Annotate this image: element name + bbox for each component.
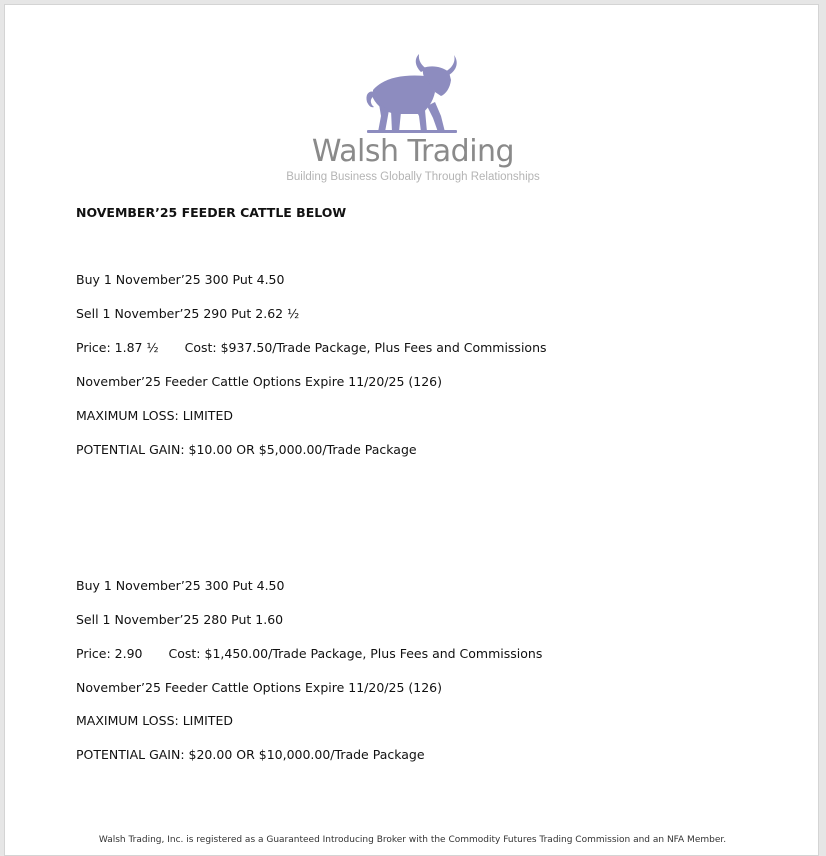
bull-icon	[275, 50, 551, 134]
trade-2-expiry: November’25 Feeder Cattle Options Expire 11/20/25 (126)	[76, 680, 442, 695]
trade-2-max-loss: MAXIMUM LOSS: LIMITED	[76, 713, 233, 728]
trade-1-price: Price: 1.87 ½	[76, 340, 159, 355]
section-heading: NOVEMBER’25 FEEDER CATTLE BELOW	[76, 205, 347, 220]
regulatory-footer: Walsh Trading, Inc. is registered as a Guaranteed Introducing Broker with the Commodity Futures Trading Commission and an NFA Member.	[98, 835, 727, 845]
document-page	[4, 4, 819, 856]
trade-1-max-loss: MAXIMUM LOSS: LIMITED	[76, 408, 233, 423]
trade-1-buy: Buy 1 November’25 300 Put 4.50	[76, 272, 285, 287]
trade-2-cost: Cost: $1,450.00/Trade Package, Plus Fees and Commissions	[168, 646, 543, 661]
trade-1-sell: Sell 1 November’25 290 Put 2.62 ½	[76, 306, 300, 321]
trade-2-potential-gain: POTENTIAL GAIN: $20.00 OR $10,000.00/Trade Package	[76, 747, 425, 762]
trade-1-price-cost	[76, 340, 547, 355]
trade-2-price: Price: 2.90	[76, 646, 143, 661]
trade-2-price-cost	[76, 646, 542, 661]
trade-2-sell: Sell 1 November’25 280 Put 1.60	[76, 612, 284, 627]
brand-name: Walsh Trading	[311, 134, 515, 169]
company-logo	[275, 50, 555, 190]
brand-tagline: Building Business Globally Through Relationships	[286, 171, 540, 183]
trade-1-expiry: November’25 Feeder Cattle Options Expire 11/20/25 (126)	[76, 374, 442, 389]
trade-2-buy: Buy 1 November’25 300 Put 4.50	[76, 578, 285, 593]
trade-1-cost: Cost: $937.50/Trade Package, Plus Fees and Commissions	[184, 340, 547, 355]
trade-1-potential-gain: POTENTIAL GAIN: $10.00 OR $5,000.00/Trade Package	[76, 442, 417, 457]
